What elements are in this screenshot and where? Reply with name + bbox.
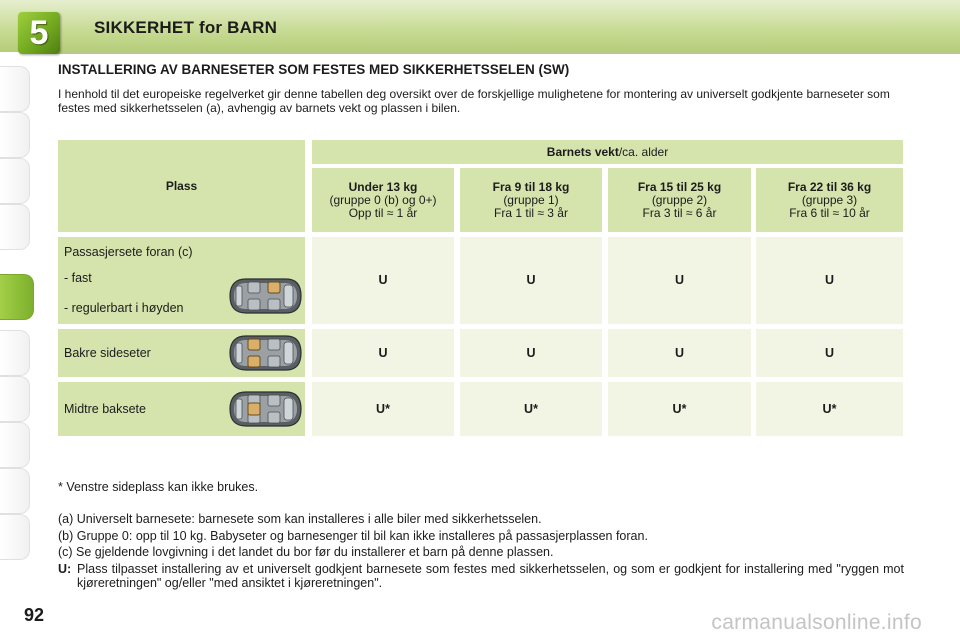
value-cell: U <box>756 237 903 324</box>
row-label: Passasjersete foran (c) <box>64 245 193 259</box>
column-group: (gruppe 3) <box>801 192 858 207</box>
section-title: INSTALLERING AV BARNESETER SOM FESTES MED SIKKERHETSSELEN (SW) <box>58 62 570 77</box>
chapter-title: SIKKERHET for BARN <box>94 18 278 37</box>
header-divider <box>40 52 960 54</box>
note-a: (a) Universelt barnesete: barnesete som kan installeres i alle biler med sikkerhetsselen. <box>58 512 542 526</box>
column-title: Fra 22 til 36 kg <box>787 179 872 194</box>
car-rear-middle-seat-icon <box>224 388 304 430</box>
side-tab-9[interactable] <box>0 468 30 514</box>
side-tab-2[interactable] <box>0 112 30 158</box>
value-cell: U* <box>460 382 602 436</box>
column-age: Fra 1 til ≈ 3 år <box>494 205 568 220</box>
watermark: carmanualsonline.info <box>711 611 922 634</box>
chapter-number: 5 <box>29 13 49 52</box>
page-number: 92 <box>24 605 45 625</box>
value-cell: U <box>312 237 454 324</box>
car-rear-side-seat-icon <box>224 332 304 374</box>
place-header: Plass <box>58 140 305 232</box>
value-cell: U <box>608 237 751 324</box>
column-header-0 <box>312 168 454 232</box>
value-cell: U* <box>608 382 751 436</box>
column-header-3 <box>756 168 903 232</box>
value-cell: U <box>460 237 602 324</box>
value-cell: U <box>756 329 903 377</box>
side-tab-6[interactable] <box>0 330 30 376</box>
side-tab-8[interactable] <box>0 422 30 468</box>
row-sub-item: - regulerbart i høyden <box>64 301 184 315</box>
column-title: Fra 9 til 18 kg <box>492 179 570 194</box>
note-b: (b) Gruppe 0: opp til 10 kg. Babyseter og barnesenger til bil kan ikke installeres på passasjerplassen foran. <box>58 529 648 543</box>
intro-paragraph: I henhold til det europeiske regelverket gir denne tabellen deg oversikt over de forskjellige mulighetene for montering av universelt godkjente barneseter som festes med sikkerhetsselen (a), avhengig av barnets vekt og plassen i bilen. <box>58 87 890 115</box>
column-group: (gruppe 1) <box>503 192 559 207</box>
side-tab-5-active[interactable] <box>0 274 34 320</box>
note-u-label: U: <box>58 562 72 576</box>
column-age: Fra 6 til ≈ 10 år <box>789 205 870 220</box>
row-label-cell <box>58 382 305 436</box>
column-title: Under 13 kg <box>348 179 418 194</box>
column-header-1 <box>460 168 602 232</box>
note-u-text: Plass tilpasset installering av et universelt godkjent barnesete som festes med sikkerhetsselen, og som er godkjent for installering med "ryggen mot kjøreretningen" og/eller "med ansiktet i kjøreretningen". <box>77 562 904 590</box>
row-label-cell <box>58 237 305 324</box>
weight-header-bold: Barnets vekt <box>546 144 619 159</box>
side-tab-3[interactable] <box>0 158 30 204</box>
side-tab-10[interactable] <box>0 514 30 560</box>
column-title: Fra 15 til 25 kg <box>637 179 722 194</box>
column-group: (gruppe 0 (b) og 0+) <box>329 192 437 207</box>
side-tab-1[interactable] <box>0 66 30 112</box>
weight-header <box>312 140 903 164</box>
weight-header-rest: /ca. alder <box>618 144 669 159</box>
value-cell: U <box>312 329 454 377</box>
value-cell: U* <box>756 382 903 436</box>
value-cell: U <box>460 329 602 377</box>
column-age: Fra 3 til ≈ 6 år <box>642 205 717 220</box>
note-asterisk: * Venstre sideplass kan ikke brukes. <box>58 480 259 494</box>
note-c: (c) Se gjeldende lovgivning i det landet du bor før du installerer et barn på denne plassen. <box>58 545 554 559</box>
value-cell: U* <box>312 382 454 436</box>
row-label: Bakre sideseter <box>64 346 151 360</box>
chapter-badge <box>18 12 60 54</box>
side-tab-7[interactable] <box>0 376 30 422</box>
value-cell: U <box>608 329 751 377</box>
car-front-seat-icon <box>224 275 304 317</box>
column-group: (gruppe 2) <box>651 192 708 207</box>
row-sub-item: - fast <box>64 271 92 285</box>
column-age: Opp til ≈ 1 år <box>348 205 418 220</box>
column-header-2 <box>608 168 751 232</box>
note-u <box>58 562 904 590</box>
row-label: Midtre baksete <box>64 402 146 416</box>
row-label-cell <box>58 329 305 377</box>
side-tab-4[interactable] <box>0 204 30 250</box>
